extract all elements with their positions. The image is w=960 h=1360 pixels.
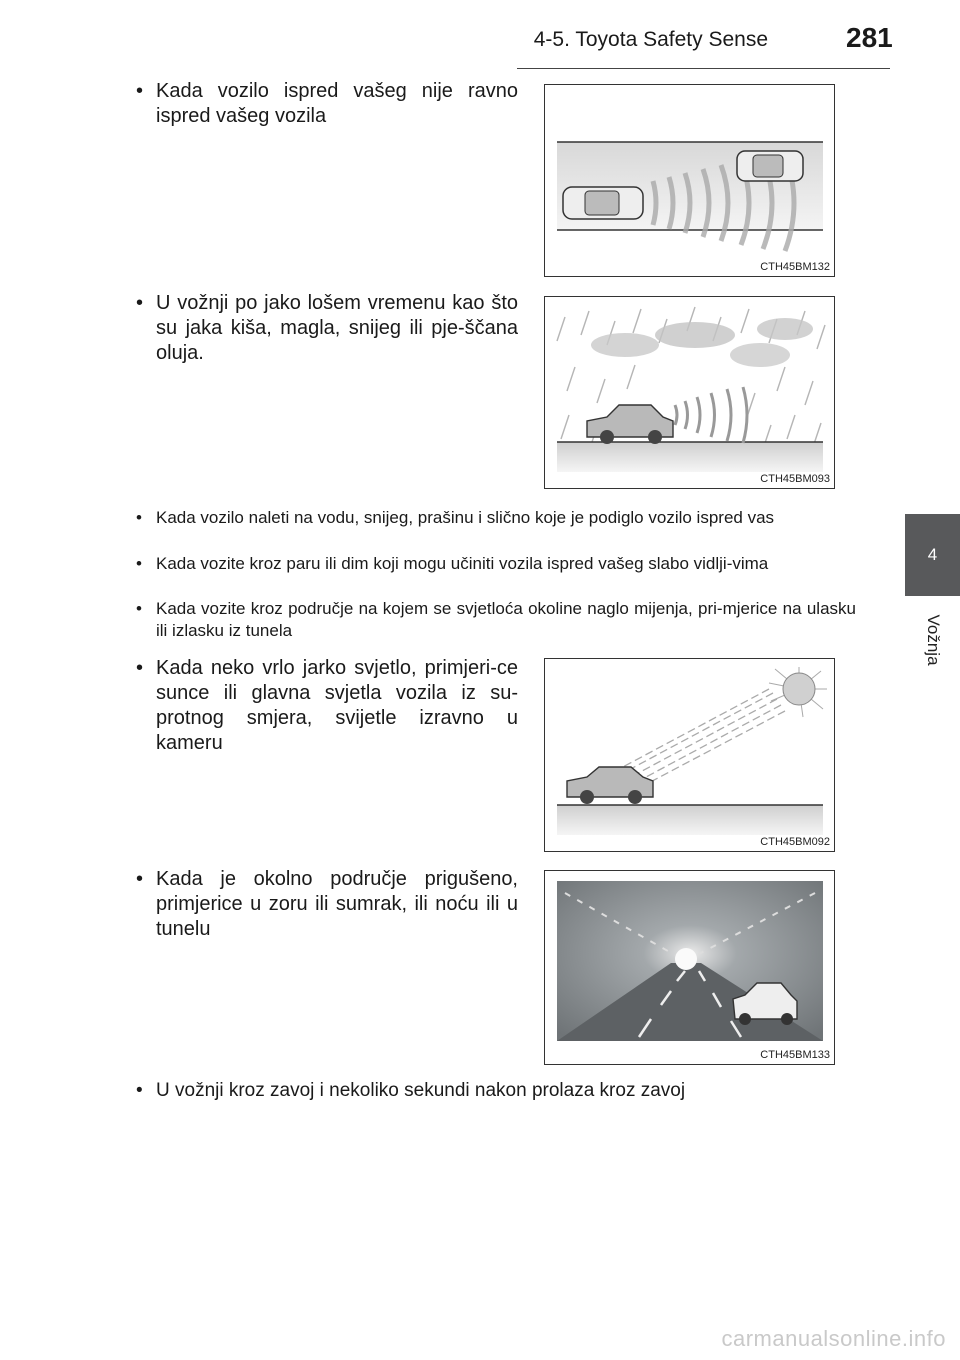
list-item-text: Kada vozite kroz paru ili dim koji mogu učiniti vozila ispred vašeg slabo vidlji-vima xyxy=(156,554,769,573)
list-item xyxy=(130,656,518,756)
page-number: 281 xyxy=(846,22,893,53)
figure-code: CTH45BM132 xyxy=(760,261,830,273)
bullet-marker: • xyxy=(136,868,144,890)
list-item-text: Kada vozite kroz područje na kojem se svjetloća okoline naglo mijenja, pri-mjerice na ulasku ili izlasku iz tunela xyxy=(156,599,856,640)
tunnel-exit-light xyxy=(675,948,697,970)
bullet-marker: • xyxy=(136,599,142,618)
figure-bad-weather xyxy=(544,296,835,489)
figure-tunnel xyxy=(544,870,835,1065)
bullet-marker: • xyxy=(136,1080,143,1101)
list-item-text: Kada je okolno područje prigušeno, primjerice u zoru ili sumrak, ili noću ili u tunelu xyxy=(156,868,518,940)
bullet-marker: • xyxy=(136,657,144,679)
figure-code: CTH45BM093 xyxy=(760,473,830,485)
figure-offset-vehicle xyxy=(544,84,835,277)
car-icon xyxy=(587,405,673,444)
list-item xyxy=(130,1078,890,1103)
figure-code: CTH45BM133 xyxy=(760,1049,830,1061)
chapter-number: 4 xyxy=(927,545,938,564)
tunnel-illustration xyxy=(545,871,835,1065)
list-item xyxy=(130,553,856,575)
lead-car-icon xyxy=(737,151,803,181)
bullet-marker: • xyxy=(136,554,142,573)
offset-vehicle-illustration xyxy=(545,85,835,277)
section-title: 4-5. Toyota Safety Sense xyxy=(533,28,768,51)
bullet-marker: • xyxy=(136,80,144,102)
sun-icon xyxy=(783,673,815,705)
list-item-text: Kada neko vrlo jarko svjetlo, primjeri-ce sunce ili glavna svjetla vozila iz su-protnog smjera, svijetle izravno u kameru xyxy=(156,657,518,754)
footer-watermark: carmanualsonline.info xyxy=(721,1326,946,1351)
figure-bright-light xyxy=(544,658,835,852)
list-item xyxy=(130,291,518,366)
header-divider xyxy=(517,68,890,69)
list-item-text: U vožnji po jako lošem vremenu kao što su jaka kiša, magla, snijeg ili pje-ščana oluja. xyxy=(156,292,518,364)
chapter-label-text: Vožnja xyxy=(923,614,943,666)
bright-light-illustration xyxy=(545,659,835,852)
car-icon xyxy=(567,767,653,804)
list-item xyxy=(130,79,518,129)
figure-code: CTH45BM092 xyxy=(760,836,830,848)
list-item xyxy=(130,507,856,529)
list-item xyxy=(130,598,856,642)
list-item-text: Kada vozilo ispred vašeg nije ravno ispred vašeg vozila xyxy=(156,80,518,127)
chapter-label xyxy=(905,600,960,680)
chapter-tab xyxy=(905,514,960,596)
list-item-text: U vožnji kroz zavoj i nekoliko sekundi nakon prolaza kroz zavoj xyxy=(156,1080,686,1101)
list-item-text: Kada vozilo naleti na vodu, snijeg, prašinu i slično koje je podiglo vozilo ispred vas xyxy=(156,508,775,527)
list-item xyxy=(130,867,518,942)
bad-weather-illustration xyxy=(545,297,835,489)
bullet-marker: • xyxy=(136,508,142,527)
bullet-marker: • xyxy=(136,292,144,314)
own-car-icon xyxy=(563,187,643,219)
